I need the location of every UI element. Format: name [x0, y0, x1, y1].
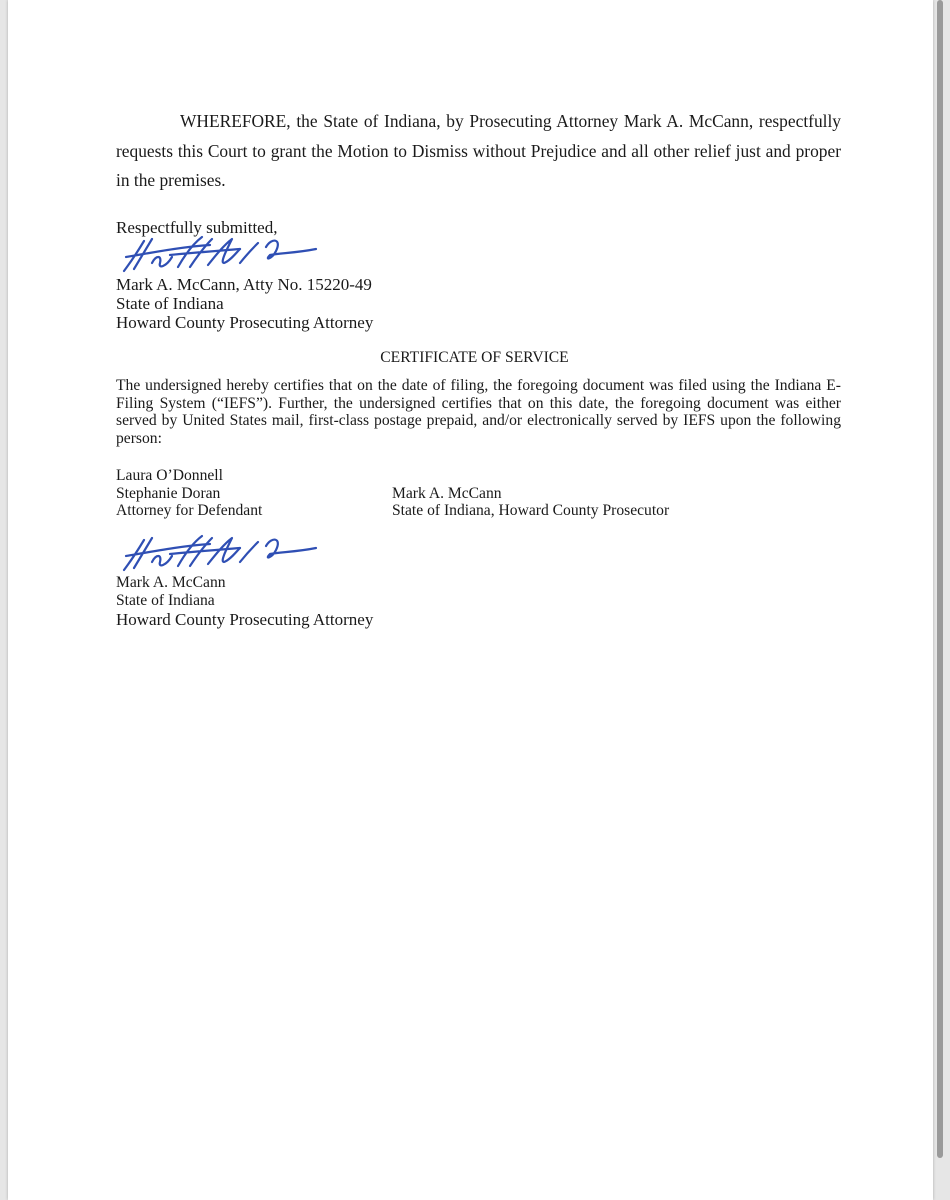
- final-signer-office: Howard County Prosecuting Attorney: [116, 610, 374, 629]
- service-prosecution-name: Mark A. McCann: [392, 485, 502, 502]
- service-prosecution-role: State of Indiana, Howard County Prosecutor: [392, 502, 670, 519]
- service-defense-name-2: Stephanie Doran: [116, 485, 221, 502]
- signature-office: Howard County Prosecuting Attorney: [116, 313, 374, 332]
- attorney-name-bar-number: Mark A. McCann, Atty No. 15220-49: [116, 275, 372, 294]
- closing-line: Respectfully submitted,: [116, 218, 278, 237]
- certificate-body: The undersigned hereby certifies that on the date of filing, the foregoing document was filed using the Indiana E-Filing System (“IEFS”). Further, the undersigned certifies that on this date, the foregoing document was either served by United States mail, first-class postage prepaid, and/or electronically served by IEFS upon the following person:: [116, 377, 841, 447]
- wherefore-paragraph: WHEREFORE, the State of Indiana, by Prosecuting Attorney Mark A. McCann, respectfully requests this Court to grant the Motion to Dismiss without Prejudice and all other relief just and proper in the premises.: [116, 111, 841, 190]
- handwritten-signature-1: [120, 233, 320, 279]
- service-defense-role: Attorney for Defendant: [116, 502, 263, 519]
- document-page: [8, 0, 933, 1200]
- final-signer-state: State of Indiana: [116, 592, 215, 609]
- final-signer-name: Mark A. McCann: [116, 574, 226, 591]
- signature-state: State of Indiana: [116, 294, 224, 313]
- handwritten-signature-2: [120, 532, 320, 578]
- certificate-title: CERTIFICATE OF SERVICE: [380, 349, 569, 366]
- vertical-scrollbar[interactable]: [937, 0, 943, 1158]
- service-defense-name-1: Laura O’Donnell: [116, 467, 223, 484]
